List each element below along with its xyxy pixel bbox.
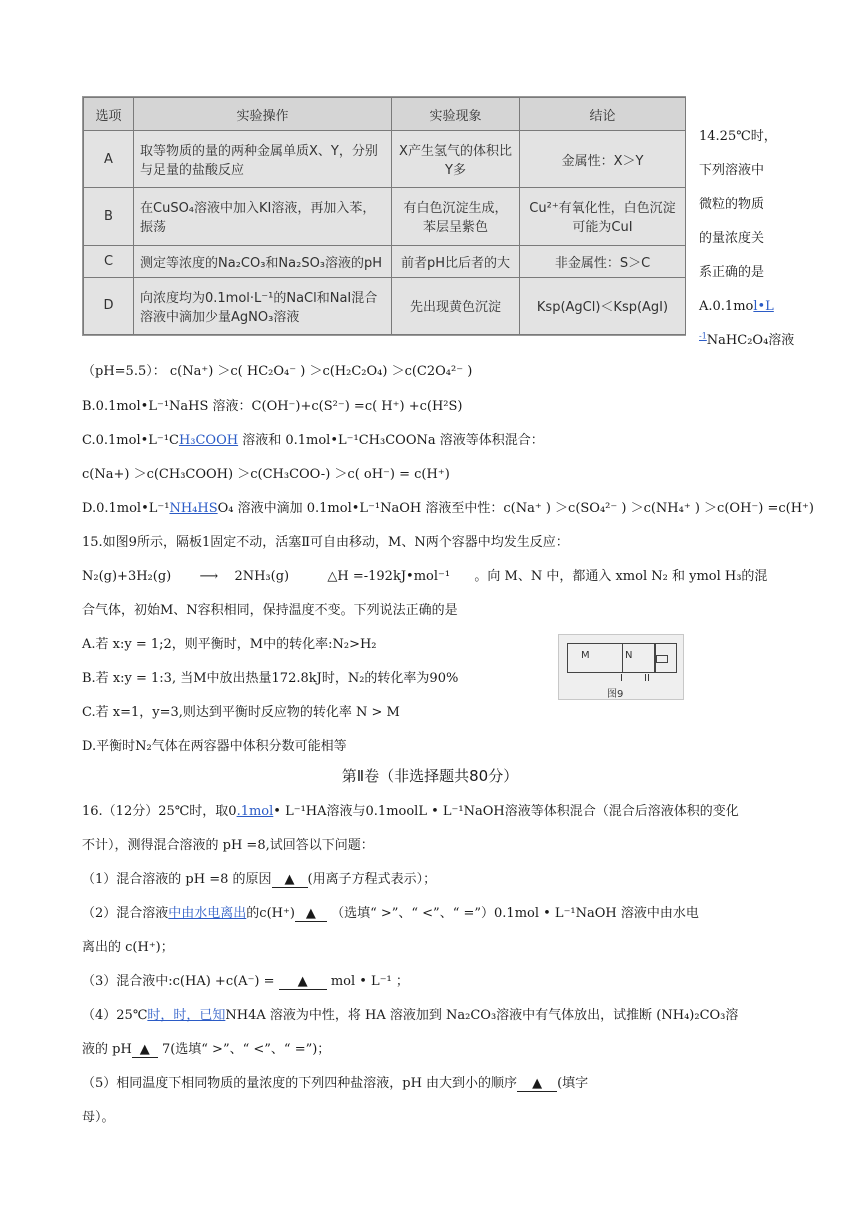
- option-cell: B: [84, 188, 134, 245]
- hyperlink[interactable]: -1: [699, 331, 707, 341]
- answer-blank[interactable]: ▲: [517, 1076, 557, 1092]
- operation-cell: 向浓度均为0.1mol·L⁻¹的NaCl和NaI混合溶液中滴加少量AgNO₃溶液: [134, 277, 392, 334]
- label-m: M: [581, 650, 590, 661]
- phenomenon-cell: X产生氢气的体积比Y多: [392, 131, 520, 188]
- operation-cell: 取等物质的量的两种金属单质X、Y，分别与足量的盐酸反应: [134, 131, 392, 188]
- hyperlink[interactable]: 时，时，已知: [147, 1008, 226, 1023]
- phenomenon-cell: 有白色沉淀生成，苯层呈紫色: [392, 188, 520, 245]
- q15-option-c: C.若 x=1，y=3,则达到平衡时反应物的转化率 N > M: [82, 705, 400, 720]
- label-n: N: [625, 650, 633, 661]
- phenomenon-cell: 先出现黄色沉淀: [392, 277, 520, 334]
- table-row: [84, 277, 686, 334]
- conclusion-cell: Cu²⁺有氧化性，白色沉淀可能为CuI: [520, 188, 686, 245]
- figure-9: [558, 634, 684, 700]
- q16-stem-line2: 不计），测得混合溶液的 pH =8,试回答以下问题：: [82, 838, 374, 853]
- q16-part1: （1）混合溶液的 pH =8 的原因 ▲ (用离子方程式表示）；: [82, 872, 437, 887]
- q16-stem: 16.（12分）25℃时，取0.1mol• L⁻¹HA溶液与0.1moolL • L⁻¹NaOH溶液等体积混合（混合后溶液体积的变化: [82, 804, 739, 819]
- q16-part3: （3）混合液中:c(HA) +c(A⁻) = ▲ mol • L⁻¹ ；: [82, 974, 409, 989]
- q15-equation: N₂(g)+3H₂(g) ⟶ 2NH₃(g) △H =-192kJ•mol⁻¹ 。向 M、N 中，都通入 xmol N₂ 和 ymol H₃的混: [82, 569, 768, 584]
- q14-option-b: B.0.1mol•L⁻¹NaHS 溶液：C(OH⁻)+c(S²⁻) =c( H⁺) +c(H²S): [82, 399, 463, 414]
- option-cell: C: [84, 245, 134, 277]
- q14-stem-line: 的量浓度关: [699, 231, 765, 246]
- table-header-cell: 实验操作: [134, 98, 392, 131]
- q14-option-c: C.0.1mol•L⁻¹CH₃COOH 溶液和 0.1mol•L⁻¹CH₃COONa 溶液等体积混合：: [82, 433, 544, 448]
- q16-part5-line2: 母）。: [82, 1110, 115, 1125]
- hyperlink[interactable]: NH₄HS: [169, 501, 218, 516]
- conclusion-cell: 非金属性：S＞C: [520, 245, 686, 277]
- hyperlink[interactable]: 中由水电离出: [168, 906, 247, 921]
- hyperlink[interactable]: l•L: [753, 299, 774, 314]
- answer-blank[interactable]: ▲: [132, 1042, 158, 1058]
- q14-stem-line: 微粒的物质: [699, 197, 765, 212]
- hyperlink[interactable]: H₃COOH: [178, 433, 239, 448]
- answer-blank[interactable]: ▲: [272, 872, 308, 888]
- q14-option-a-tail: $^{-1}$NaHC₂O₄溶液: [699, 331, 795, 348]
- figure-caption: 图9: [607, 689, 624, 700]
- q14-stem-line: 14.25℃时，: [699, 129, 777, 144]
- table-row: [84, 131, 686, 188]
- conclusion-cell: Ksp(AgCl)＜Ksp(AgI): [520, 277, 686, 334]
- experiment-table-image: [82, 96, 686, 336]
- q15-stem-line2: 合气体，初始M、N容积相同，保持温度不变。下列说法正确的是: [82, 603, 458, 618]
- q16-part2-line2: 离出的 c(H⁺)；: [82, 940, 174, 955]
- q15-option-a: A.若 x:y = 1;2，则平衡时，M中的转化率:N₂>H₂: [82, 637, 377, 652]
- q16-part4: （4）25℃时，时，已知NH4A 溶液为中性，将 HA 溶液加到 Na₂CO₃溶液中有气体放出，试推断 (NH₄)₂CO₃溶: [82, 1008, 739, 1023]
- q14-option-d: D.0.1mol•L⁻¹NH₄HSO₄ 溶液中滴加 0.1mol•L⁻¹NaOH 溶液至中性：c(Na⁺ ) ＞c(SO₄²⁻ ) ＞c(NH₄⁺ ) ＞c(OH⁻) =c(H⁺): [82, 501, 814, 516]
- label-i: I: [620, 673, 623, 684]
- table-header-cell: 选项: [84, 98, 134, 131]
- q14-option-a-line2: （pH=5.5）： c(Na⁺) ＞c( HC₂O₄⁻ ) ＞c(H₂C₂O₄) ＞c(C2O₄²⁻ ): [82, 364, 473, 379]
- q16-part5: （5）相同温度下相同物质的量浓度的下列四种盐溶液，pH 由大到小的顺序 ▲ (填字: [82, 1076, 589, 1091]
- table-header-row: [84, 98, 686, 131]
- table-row: [84, 245, 686, 277]
- section-title: 第Ⅱ卷（非选择题共80分）: [341, 767, 519, 785]
- q14-option-c-line2: c(Na+) ＞c(CH₃COOH) ＞c(CH₃COO-) ＞c( oH⁻) = c(H⁺): [82, 467, 450, 482]
- q14-option-a-start: A.0.1mol•L: [699, 299, 774, 314]
- q14-stem-line: 下列溶液中: [699, 163, 765, 178]
- piston-handle: [656, 655, 668, 663]
- operation-cell: 在CuSO₄溶液中加入KI溶液，再加入苯，振荡: [134, 188, 392, 245]
- hyperlink[interactable]: .1mol: [236, 804, 274, 819]
- q16-part2: （2）混合溶液中由水电离出的c(H⁺) ▲ （选填“ >”、“ <”、“ =”）0.1mol • L⁻¹NaOH 溶液中由水电: [82, 906, 699, 921]
- q14-stem: [699, 120, 795, 358]
- option-cell: D: [84, 277, 134, 334]
- q15-stem: 15.如图9所示，隔板1固定不动，活塞Ⅱ可自由移动，M、N两个容器中均发生反应：: [82, 535, 569, 550]
- q16-part4-line2: 液的 pH ▲ 7(选填“ >”、“ <”、“ =”)；: [82, 1042, 331, 1057]
- table-header-cell: 实验现象: [392, 98, 520, 131]
- table-header-cell: 结论: [520, 98, 686, 131]
- label-ii: II: [644, 673, 650, 684]
- q15-option-b: B.若 x:y = 1:3, 当M中放出热量172.8kJ时，N₂的转化率为90%: [82, 671, 459, 686]
- answer-blank[interactable]: ▲: [295, 906, 327, 922]
- operation-cell: 测定等浓度的Na₂CO₃和Na₂SO₃溶液的pH: [134, 245, 392, 277]
- phenomenon-cell: 前者pH比后者的大: [392, 245, 520, 277]
- partition-i: [622, 644, 623, 672]
- option-cell: A: [84, 131, 134, 188]
- table-row: [84, 188, 686, 245]
- answer-blank[interactable]: ▲: [279, 974, 327, 990]
- experiment-table: [83, 97, 686, 335]
- q15-option-d: D.平衡时N₂气体在两容器中体积分数可能相等: [82, 739, 347, 754]
- conclusion-cell: 金属性：X＞Y: [520, 131, 686, 188]
- equilibrium-arrow-icon: ⟶: [199, 569, 219, 584]
- q14-stem-line: 系正确的是: [699, 265, 765, 280]
